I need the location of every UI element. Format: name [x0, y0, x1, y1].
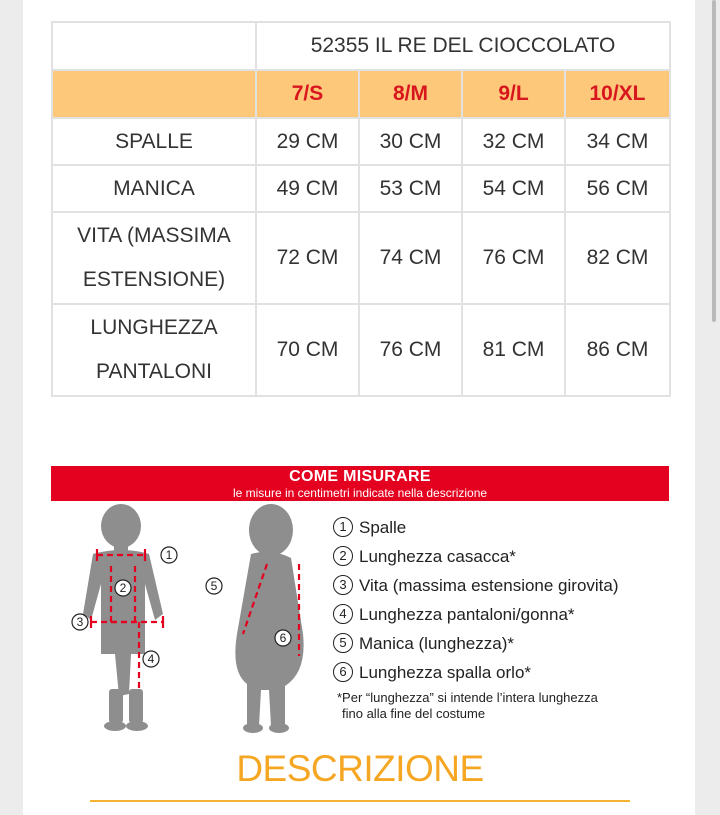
row-label — [52, 165, 256, 212]
table-cell: 70 CM — [256, 304, 359, 396]
row-label-line: VITA (MASSIMA — [77, 224, 231, 247]
size-header-blank — [52, 70, 256, 118]
marker-2-label: 2 — [119, 581, 127, 595]
guide-footnote — [337, 690, 667, 722]
table-row — [52, 118, 670, 165]
footnote-line: *Per “lunghezza” si intende l’intera lunghezza — [337, 690, 598, 705]
legend-item — [333, 571, 673, 600]
guide-subtitle: le misure in centimetri indicate nella descrizione — [232, 486, 488, 500]
child-figures-illustration — [71, 504, 331, 734]
table-cell: 56 CM — [565, 165, 670, 212]
table-corner-cell — [52, 22, 256, 70]
table-cell: 30 CM — [359, 118, 462, 165]
size-header-row — [52, 70, 670, 118]
legend-number: 5 — [333, 633, 353, 653]
legend-number: 4 — [333, 604, 353, 624]
legend-text: Manica (lunghezza)* — [359, 634, 514, 653]
size-header-cell: 10/XL — [565, 70, 670, 118]
side-child-figure — [235, 504, 303, 733]
guide-title: COME MISURARE — [289, 468, 431, 485]
size-table — [51, 21, 671, 397]
table-cell: 76 CM — [462, 212, 565, 304]
size-header-cell: 8/M — [359, 70, 462, 118]
table-row — [52, 165, 670, 212]
marker-4 — [143, 651, 159, 667]
row-label — [52, 118, 256, 165]
legend-text: Lunghezza spalla orlo* — [359, 663, 532, 682]
legend-item — [333, 658, 673, 687]
table-row — [52, 304, 670, 396]
row-label-line: SPALLE — [115, 129, 193, 153]
table-cell: 32 CM — [462, 118, 565, 165]
table-cell: 53 CM — [359, 165, 462, 212]
marker-6 — [275, 630, 291, 646]
row-label-line: MANICA — [113, 176, 195, 200]
legend-number: 2 — [333, 546, 353, 566]
front-child-figure — [83, 504, 163, 731]
description-underline — [90, 800, 630, 802]
legend-item — [333, 513, 673, 542]
table-title-row — [52, 22, 670, 70]
legend-item — [333, 600, 673, 629]
table-cell: 29 CM — [256, 118, 359, 165]
marker-4-label: 4 — [147, 652, 155, 666]
table-cell: 82 CM — [565, 212, 670, 304]
measurement-guide — [51, 466, 669, 736]
table-cell: 86 CM — [565, 304, 670, 396]
guide-banner — [51, 466, 669, 501]
marker-3-label: 3 — [76, 615, 84, 629]
legend-text: Vita (massima estensione girovita) — [359, 576, 619, 595]
legend-text: Lunghezza casacca* — [359, 547, 516, 566]
legend-text: Lunghezza pantaloni/gonna* — [359, 605, 575, 624]
marker-1-label: 1 — [165, 548, 173, 562]
table-cell: 74 CM — [359, 212, 462, 304]
table-cell: 49 CM — [256, 165, 359, 212]
marker-1 — [161, 547, 177, 563]
row-label-line: PANTALONI — [96, 360, 212, 383]
table-cell: 54 CM — [462, 165, 565, 212]
description-heading: DESCRIZIONE — [236, 748, 484, 789]
marker-3 — [72, 614, 88, 630]
marker-2 — [115, 580, 131, 596]
legend-number: 3 — [333, 575, 353, 595]
legend-item — [333, 542, 673, 571]
legend-item — [333, 629, 673, 658]
row-label-line: ESTENSIONE) — [82, 268, 226, 291]
marker-5 — [206, 578, 222, 594]
marker-6-label: 6 — [279, 631, 287, 645]
table-cell: 76 CM — [359, 304, 462, 396]
size-header-cell: 9/L — [462, 70, 565, 118]
size-header-cell: 7/S — [256, 70, 359, 118]
product-title: 52355 IL RE DEL CIOCCOLATO — [256, 22, 670, 70]
marker-5-label: 5 — [210, 579, 218, 593]
table-cell: 81 CM — [462, 304, 565, 396]
legend-number: 6 — [333, 662, 353, 682]
measurement-legend — [333, 513, 673, 687]
row-label — [52, 212, 256, 304]
scrollbar[interactable] — [712, 0, 716, 322]
footnote-line: fino alla fine del costume — [342, 706, 486, 721]
legend-number: 1 — [333, 517, 353, 537]
table-cell: 34 CM — [565, 118, 670, 165]
row-label — [52, 304, 256, 396]
table-row — [52, 212, 670, 304]
legend-text: Spalle — [359, 518, 407, 537]
table-cell: 72 CM — [256, 212, 359, 304]
row-label-line: LUNGHEZZA — [90, 316, 218, 339]
